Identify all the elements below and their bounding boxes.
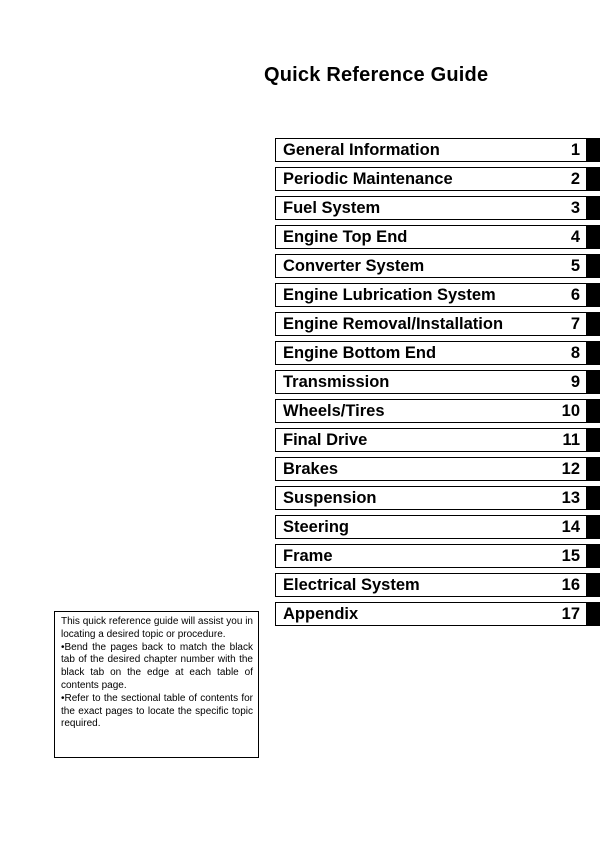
toc-chapter-number: 8 xyxy=(570,344,580,362)
toc-chapter-number: 9 xyxy=(570,373,580,391)
toc-row-box xyxy=(275,370,587,394)
table-of-contents xyxy=(275,138,600,631)
toc-row[interactable] xyxy=(275,312,600,336)
toc-row-box xyxy=(275,283,587,307)
toc-row[interactable] xyxy=(275,428,600,452)
toc-row[interactable] xyxy=(275,254,600,278)
chapter-black-tab xyxy=(587,457,600,481)
toc-row-box xyxy=(275,544,587,568)
chapter-black-tab xyxy=(587,167,600,191)
toc-row[interactable] xyxy=(275,283,600,307)
toc-row-box xyxy=(275,312,587,336)
toc-row[interactable] xyxy=(275,167,600,191)
chapter-black-tab xyxy=(587,370,600,394)
toc-chapter-label: Steering xyxy=(283,518,350,536)
chapter-black-tab xyxy=(587,428,600,452)
chapter-black-tab xyxy=(587,602,600,626)
toc-row-box xyxy=(275,138,587,162)
toc-chapter-label: Electrical System xyxy=(283,576,420,594)
toc-row-box xyxy=(275,254,587,278)
chapter-black-tab xyxy=(587,544,600,568)
toc-chapter-label: Periodic Maintenance xyxy=(283,170,453,188)
toc-chapter-label: Brakes xyxy=(283,460,339,478)
toc-chapter-label: Converter System xyxy=(283,257,425,275)
toc-chapter-number: 16 xyxy=(561,576,580,594)
toc-row[interactable] xyxy=(275,544,600,568)
toc-row[interactable] xyxy=(275,486,600,510)
toc-row-box xyxy=(275,225,587,249)
toc-row[interactable] xyxy=(275,370,600,394)
chapter-black-tab xyxy=(587,138,600,162)
note-bullet-1: •Bend the pages back to match the black tab of the desired chapter number with the black tab on the edge at each table of contents page. xyxy=(61,641,253,691)
chapter-black-tab xyxy=(587,573,600,597)
toc-chapter-number: 10 xyxy=(561,402,580,420)
toc-chapter-label: Appendix xyxy=(283,605,359,623)
toc-chapter-number: 7 xyxy=(570,315,580,333)
chapter-black-tab xyxy=(587,283,600,307)
toc-row[interactable] xyxy=(275,457,600,481)
chapter-black-tab xyxy=(587,312,600,336)
toc-row-box xyxy=(275,515,587,539)
toc-chapter-label: Transmission xyxy=(283,373,390,391)
toc-row[interactable] xyxy=(275,196,600,220)
toc-chapter-number: 14 xyxy=(561,518,580,536)
toc-chapter-label: Wheels/Tires xyxy=(283,402,385,420)
toc-chapter-number: 17 xyxy=(561,605,580,623)
toc-row[interactable] xyxy=(275,138,600,162)
toc-chapter-label: Engine Lubrication System xyxy=(283,286,496,304)
toc-chapter-number: 13 xyxy=(561,489,580,507)
toc-row-box xyxy=(275,486,587,510)
toc-row-box xyxy=(275,573,587,597)
toc-row-box xyxy=(275,428,587,452)
page-title: Quick Reference Guide xyxy=(264,64,489,86)
chapter-black-tab xyxy=(587,341,600,365)
toc-row-box xyxy=(275,399,587,423)
chapter-black-tab xyxy=(587,515,600,539)
toc-chapter-label: Engine Bottom End xyxy=(283,344,437,362)
toc-row[interactable] xyxy=(275,399,600,423)
toc-chapter-label: General Information xyxy=(283,141,440,159)
toc-chapter-number: 4 xyxy=(570,228,580,246)
toc-chapter-number: 2 xyxy=(570,170,580,188)
toc-chapter-label: Suspension xyxy=(283,489,377,507)
toc-row[interactable] xyxy=(275,573,600,597)
toc-row[interactable] xyxy=(275,602,600,626)
toc-chapter-number: 11 xyxy=(562,431,580,449)
toc-chapter-label: Engine Removal/Installation xyxy=(283,315,504,333)
toc-chapter-number: 12 xyxy=(561,460,580,478)
toc-row[interactable] xyxy=(275,341,600,365)
chapter-black-tab xyxy=(587,399,600,423)
chapter-black-tab xyxy=(587,254,600,278)
chapter-black-tab xyxy=(587,225,600,249)
toc-chapter-label: Final Drive xyxy=(283,431,368,449)
chapter-black-tab xyxy=(587,196,600,220)
toc-row-box xyxy=(275,196,587,220)
toc-chapter-number: 6 xyxy=(570,286,580,304)
toc-row[interactable] xyxy=(275,515,600,539)
toc-chapter-number: 3 xyxy=(570,199,580,217)
note-bullet-2: •Refer to the sectional table of contents for the exact pages to locate the specific topic required. xyxy=(61,692,253,730)
toc-chapter-label: Frame xyxy=(283,547,333,565)
toc-chapter-number: 5 xyxy=(570,257,580,275)
instruction-note xyxy=(54,611,259,758)
toc-row-box xyxy=(275,341,587,365)
toc-chapter-label: Fuel System xyxy=(283,199,381,217)
note-intro: This quick reference guide will assist you in locating a desired topic or procedure. xyxy=(61,616,253,640)
toc-chapter-label: Engine Top End xyxy=(283,228,408,246)
toc-chapter-number: 15 xyxy=(561,547,580,565)
toc-chapter-number: 1 xyxy=(570,141,580,159)
toc-row-box xyxy=(275,602,587,626)
toc-row[interactable] xyxy=(275,225,600,249)
toc-row-box xyxy=(275,167,587,191)
chapter-black-tab xyxy=(587,486,600,510)
toc-row-box xyxy=(275,457,587,481)
